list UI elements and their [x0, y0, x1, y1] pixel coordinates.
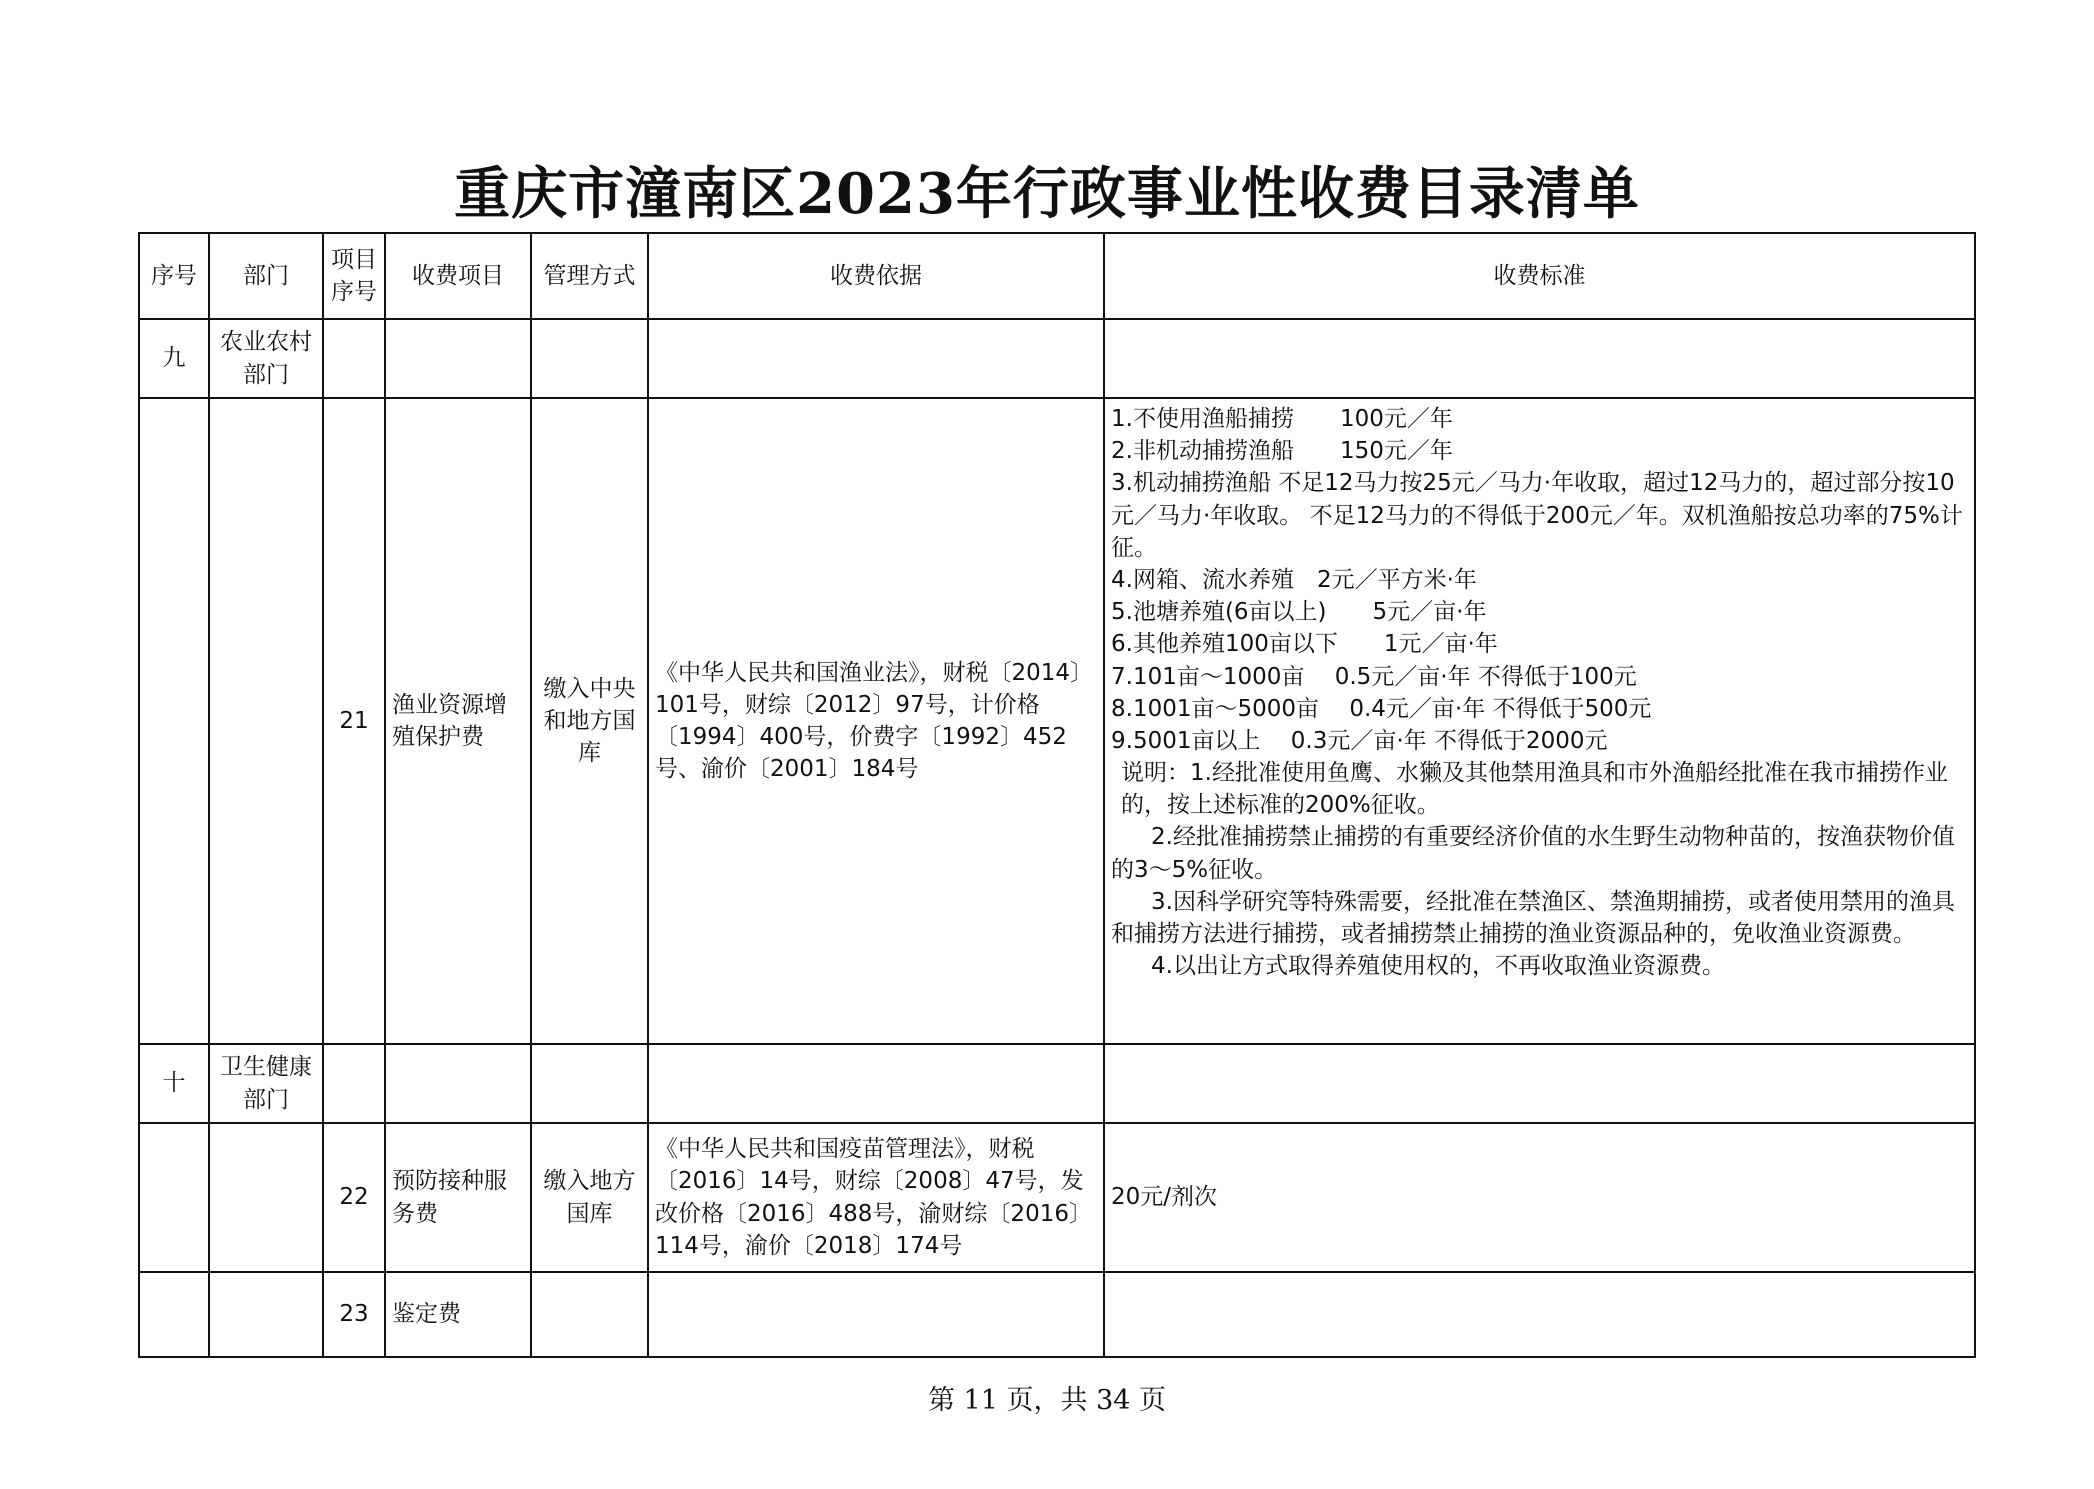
table-row [139, 319, 1975, 398]
row-mgmt: 缴入地方国库 [531, 1123, 648, 1272]
row-mgmt: 缴入中央和地方国库 [531, 398, 648, 1044]
header-seq: 序号 [139, 233, 209, 319]
standard-line: 3.机动捕捞渔船 不足12马力按25元／马力·年收取，超过12马力的，超过部分按10元／马力·年收取。 不足12马力的不得低于200元／年。双机渔船按总功率的75%计征。 [1111, 470, 1963, 561]
standard-line: 7.101亩～1000亩 0.5元／亩·年 不得低于100元 [1111, 663, 1637, 690]
row-item: 鉴定费 [385, 1272, 531, 1357]
row-item-seq: 21 [323, 398, 385, 1044]
header-mgmt: 管理方式 [531, 233, 648, 319]
row-dept: 农业农村部门 [209, 319, 323, 398]
row-standard [1104, 398, 1975, 1044]
table-row [139, 398, 1975, 1044]
fee-table [138, 232, 1976, 1358]
standard-line: 1.不使用渔船捕捞 100元／年 [1111, 406, 1453, 432]
table-row [139, 1044, 1975, 1123]
standard-note: 说明：1.经批准使用鱼鹰、水獭及其他禁用渔具和市外渔船经批准在我市捕捞作业的，按上述标准的200%征收。 [1121, 760, 1948, 819]
row-standard: 20元/剂次 [1104, 1123, 1975, 1272]
standard-line: 4.网箱、流水养殖 2元／平方米·年 [1111, 566, 1477, 593]
standard-note: 2.经批准捕捞禁止捕捞的有重要经济价值的水生野生动物种苗的，按渔获物价值的3～5%征收。 [1111, 824, 1955, 883]
header-row [139, 233, 1975, 319]
header-standard: 收费标准 [1104, 233, 1975, 319]
standard-line: 9.5001亩以上 0.3元／亩·年 不得低于2000元 [1111, 727, 1608, 754]
header-dept: 部门 [209, 233, 323, 319]
page-footer: 第 11 页，共 34 页 [927, 1385, 1167, 1416]
row-item: 渔业资源增殖保护费 [385, 398, 531, 1044]
standard-line: 2.非机动捕捞渔船 150元／年 [1111, 438, 1453, 465]
standard-line: 6.其他养殖100亩以下 1元／亩·年 [1111, 631, 1498, 658]
standard-note: 4.以出让方式取得养殖使用权的，不再收取渔业资源费。 [1151, 953, 1725, 980]
header-item-seq: 项目序号 [323, 233, 385, 319]
row-item-seq: 22 [323, 1123, 385, 1272]
row-dept: 卫生健康部门 [209, 1044, 323, 1123]
row-item-seq: 23 [323, 1272, 385, 1357]
row-seq: 十 [139, 1044, 209, 1123]
standard-note: 3.因科学研究等特殊需要，经批准在禁渔区、禁渔期捕捞，或者使用禁用的渔具和捕捞方法进行捕捞，或者捕捞禁止捕捞的渔业资源品种的，免收渔业资源费。 [1111, 888, 1955, 947]
header-basis: 收费依据 [648, 233, 1104, 319]
row-item: 预防接种服务费 [385, 1123, 531, 1272]
row-basis: 《中华人民共和国渔业法》，财税〔2014〕101号，财综〔2012〕97号，计价格〔1994〕400号，价费字〔1992〕452号、渝价〔2001〕184号 [648, 398, 1104, 1044]
table-row [139, 1123, 1975, 1272]
row-seq: 九 [139, 319, 209, 398]
standard-line: 5.池塘养殖(6亩以上) 5元／亩·年 [1111, 599, 1487, 626]
page-title: 重庆市潼南区2023年行政事业性收费目录清单 [454, 161, 1640, 227]
header-item: 收费项目 [385, 233, 531, 319]
table-row [139, 1272, 1975, 1357]
row-basis: 《中华人民共和国疫苗管理法》，财税〔2016〕14号，财综〔2008〕47号，发改价格〔2016〕488号，渝财综〔2016〕114号，渝价〔2018〕174号 [648, 1123, 1104, 1272]
standard-line: 8.1001亩～5000亩 0.4元／亩·年 不得低于500元 [1111, 695, 1652, 722]
